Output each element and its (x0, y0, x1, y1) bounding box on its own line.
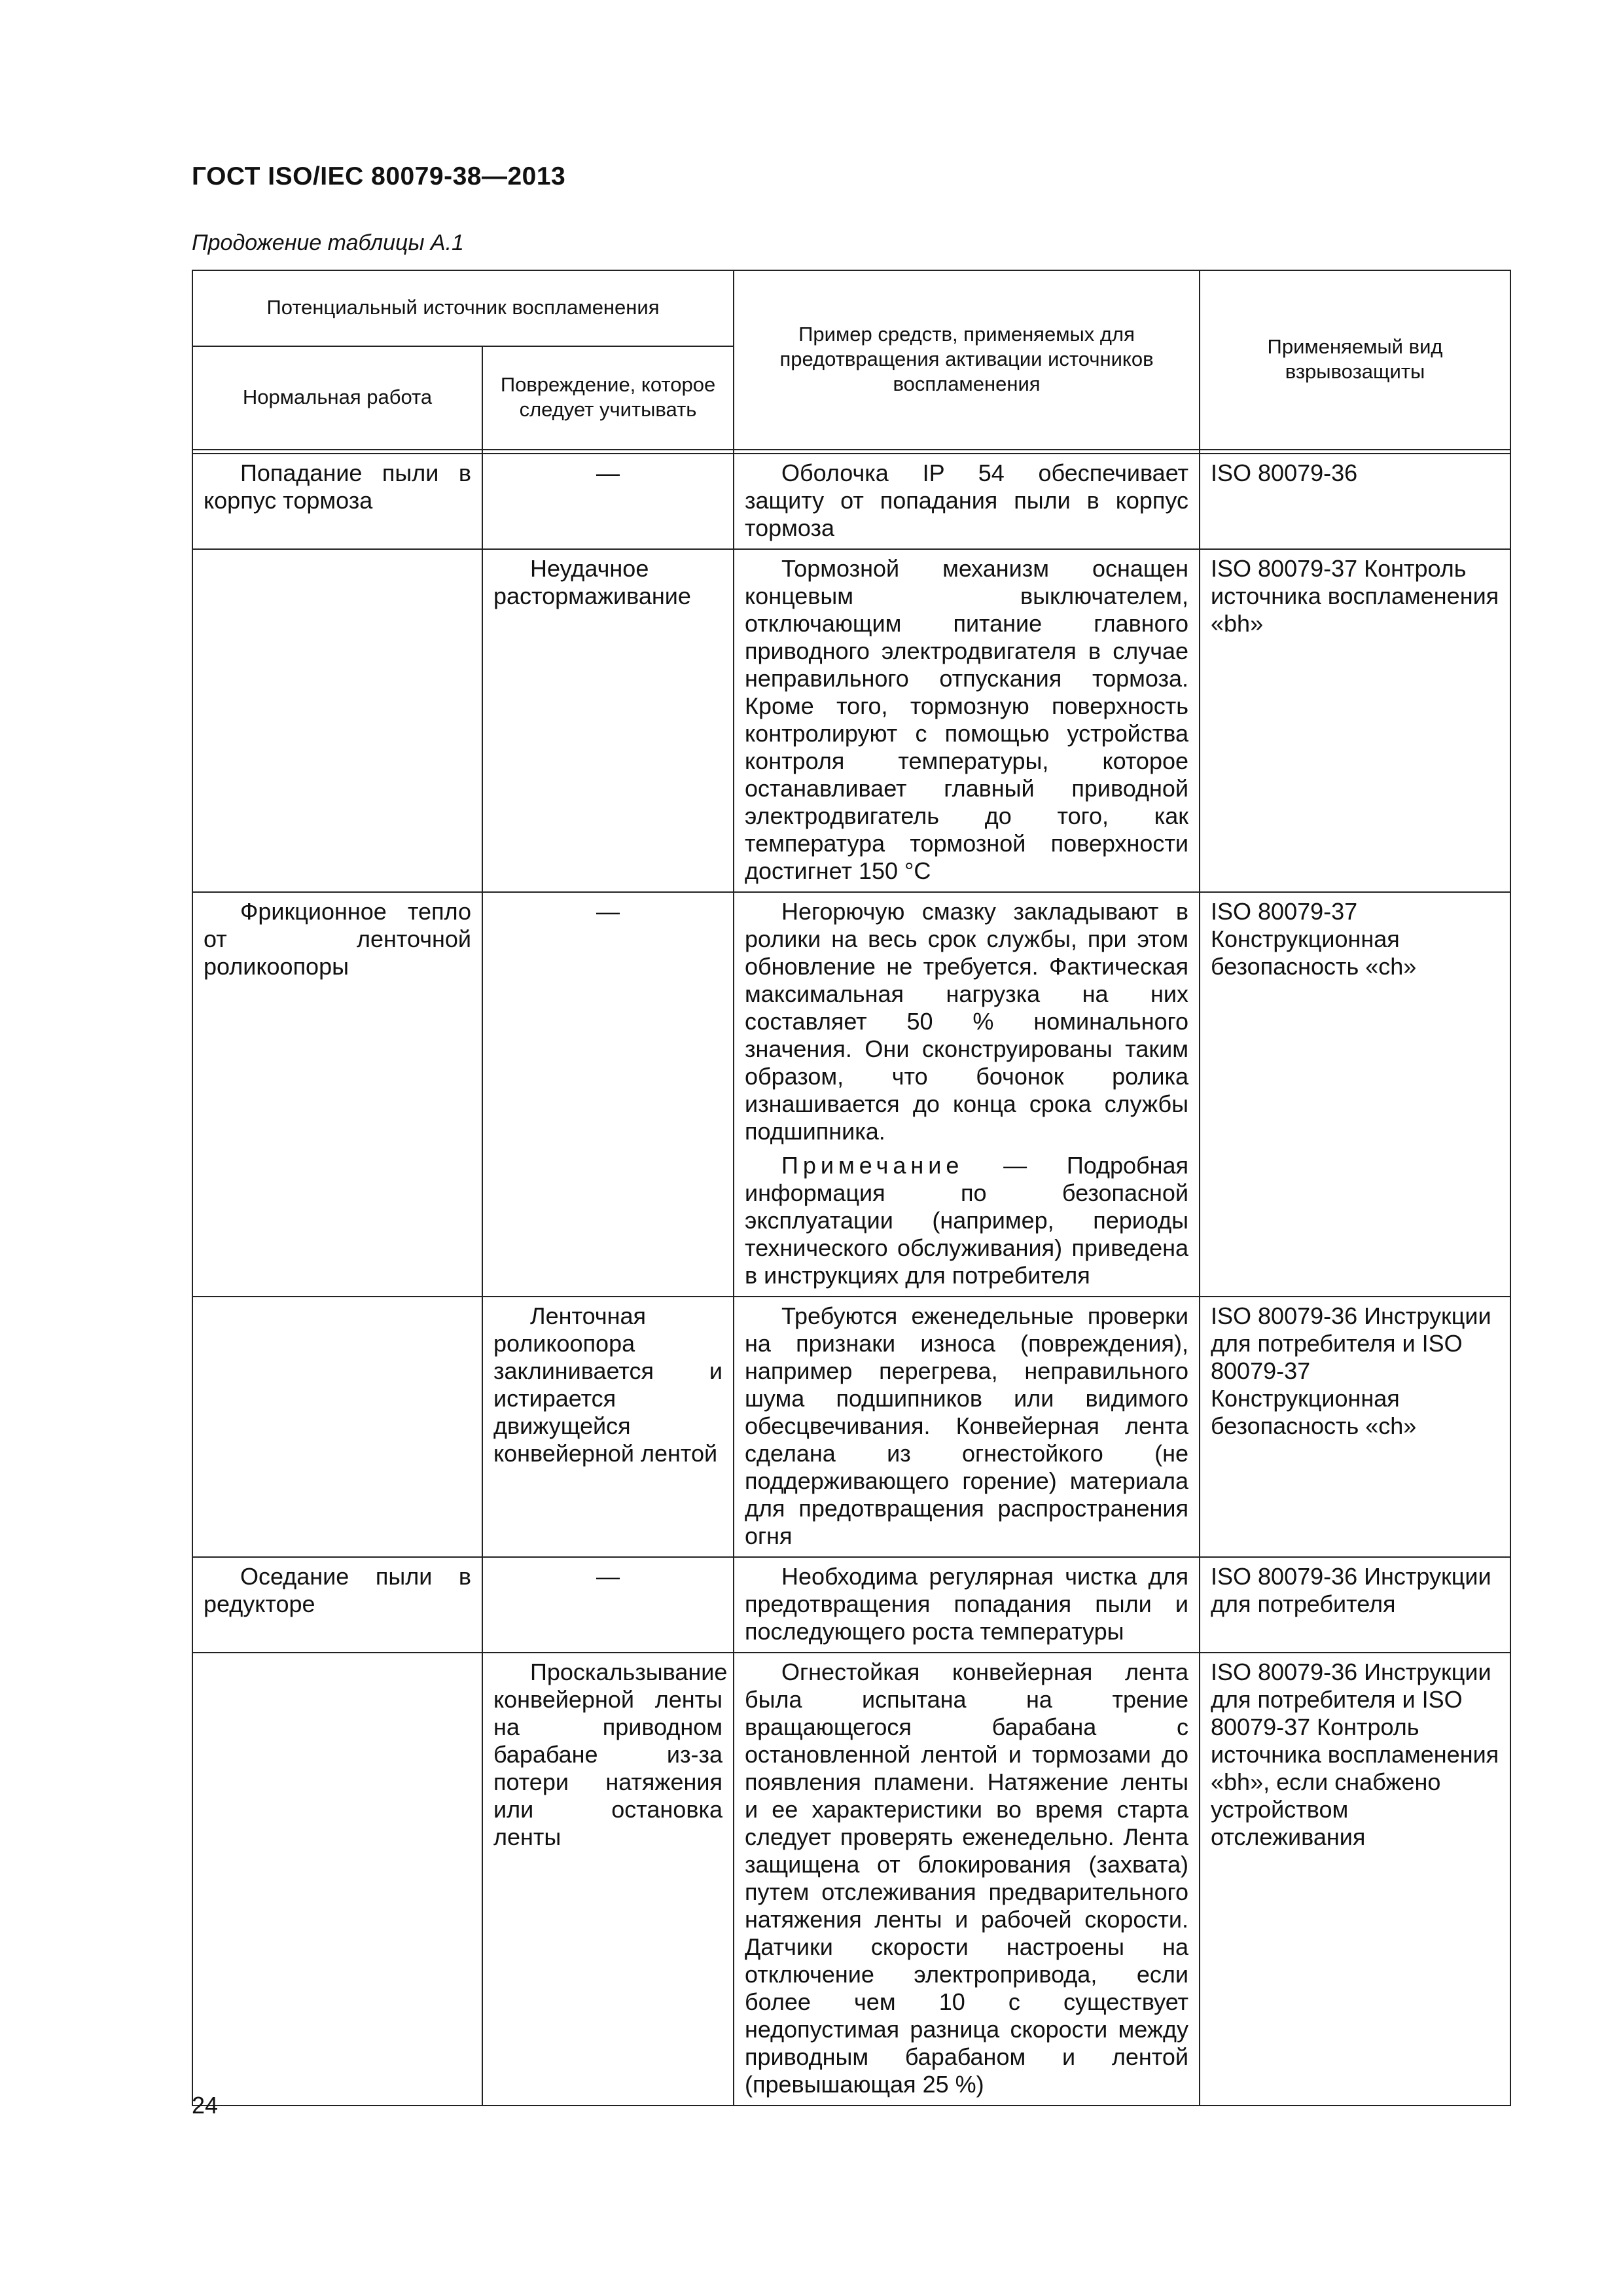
cell-damage: — (482, 1557, 734, 1653)
table-row (192, 454, 1510, 549)
table-row (192, 1297, 1510, 1557)
cell-example (734, 549, 1200, 892)
cell-example (734, 454, 1200, 549)
cell-text: Попадание пыли в корпус тормоза (204, 459, 471, 514)
cell-example (734, 1557, 1200, 1653)
header-damage: Повреждение, которое следует учитывать (482, 346, 734, 450)
cell-text: Требуются еженедельные проверки на признаки износа (повреждения), например перегрева, неправильного шума подшипников или видимого обесцвечивания. Конвейерная лента сделана из огнестойкого (не поддерживающего горение) материала для предотвращения распространения огня (745, 1302, 1189, 1549)
cell-example (734, 892, 1200, 1297)
document-header: ГОСТ ISO/IEC 80079-38—2013 (192, 162, 566, 190)
cell-protection: ISO 80079-37 Контроль источника воспламенения «bh» (1200, 549, 1510, 892)
cell-damage (482, 549, 734, 892)
table-row (192, 1557, 1510, 1653)
cell-normal (192, 1297, 482, 1557)
note-label: Примечание (781, 1152, 964, 1179)
header-protection-type: Применяемый вид взрывозащиты (1200, 270, 1510, 450)
header-row-1 (192, 270, 1510, 346)
cell-protection: ISO 80079-36 Инструкции для потребителя и ISO 80079-37 Контроль источника воспламенения «bh», если снабжено устройством отслеживания (1200, 1653, 1510, 2106)
cell-text: Негорючую смазку закладывают в ролики на весь срок службы, при этом обновление не требуется. Фактическая максимальная нагрузка на них составляет 50 % номинального значения. Они сконструированы таким образом, что бочонок ролика изнашивается до конца срока службы подшипника. (745, 898, 1189, 1145)
cell-normal (192, 549, 482, 892)
cell-example (734, 1653, 1200, 2106)
header-ignition-source: Потенциальный источник воспламенения (192, 270, 734, 346)
cell-text: Ленточная роликоопора заклинивается и истирается движущейся конвейерной лентой (493, 1302, 723, 1467)
note-text: — Подробная информация по безопасной эксплуатации (например, периоды технического обслуживания) приведена в инструкциях для потребителя (745, 1152, 1189, 1289)
cell-text: Оседание пыли в редукторе (204, 1563, 471, 1617)
cell-protection: ISO 80079-36 Инструкции для потребителя и ISO 80079-37 Конструкционная безопасность «ch» (1200, 1297, 1510, 1557)
table-caption: Продожение таблицы А.1 (192, 230, 464, 255)
cell-normal (192, 454, 482, 549)
header-normal-operation: Нормальная работа (192, 346, 482, 450)
cell-protection: ISO 80079-37 Конструкционная безопасность «ch» (1200, 892, 1510, 1297)
cell-text: Проскальзывание конвейерной ленты на приводном барабане из-за потери натяжения или остановка ленты (493, 1659, 728, 1850)
cell-protection: ISO 80079-36 (1200, 454, 1510, 549)
cell-damage (482, 1653, 734, 2106)
note (745, 1152, 1188, 1289)
cell-text: Тормозной механизм оснащен концевым выключателем, отключающим питание главного приводного электродвигателя в случае неправильного отпускания тормоза. Кроме того, тормозную поверхность контролируют с помощью устройства контроля температуры, которое останавливает главный приводной электродвигатель до того, как температура тормозной поверхности достигнет 150 °С (745, 555, 1189, 884)
page-number: 24 (192, 2092, 219, 2119)
cell-damage (482, 1297, 734, 1557)
cell-text: Фрикционное тепло от ленточной роликоопоры (204, 898, 471, 980)
cell-text: Огнестойкая конвейерная лента была испытана на трение вращающегося барабана с остановленной лентой и тормозами до появления пламени. Натяжение ленты и ее характеристики во время старта следует проверять еженедельно. Лента защищена от блокирования (захвата) путем отслеживания предварительного натяжения ленты и рабочей скорости. Датчики скорости настроены на отключение электропривода, если более чем 10 с существует недопустимая разница скорости между приводным барабаном и лентой (превышающая 25 %) (745, 1659, 1189, 2098)
cell-text: Необходима регулярная чистка для предотвращения попадания пыли и последующего роста температуры (745, 1563, 1189, 1645)
cell-damage: — (482, 892, 734, 1297)
table-row (192, 892, 1510, 1297)
cell-text: Оболочка IP 54 обеспечивает защиту от попадания пыли в корпус тормоза (745, 459, 1189, 541)
cell-example (734, 1297, 1200, 1557)
header-example-measures: Пример средств, применяемых для предотвращения активации источников воспламенения (734, 270, 1200, 450)
requirements-table (192, 270, 1511, 2106)
cell-normal (192, 892, 482, 1297)
cell-normal (192, 1653, 482, 2106)
cell-damage: — (482, 454, 734, 549)
cell-normal (192, 1557, 482, 1653)
cell-protection: ISO 80079-36 Инструкции для потребителя (1200, 1557, 1510, 1653)
table-row (192, 549, 1510, 892)
table-row (192, 1653, 1510, 2106)
cell-text: Неудачное растормаживание (493, 555, 691, 609)
